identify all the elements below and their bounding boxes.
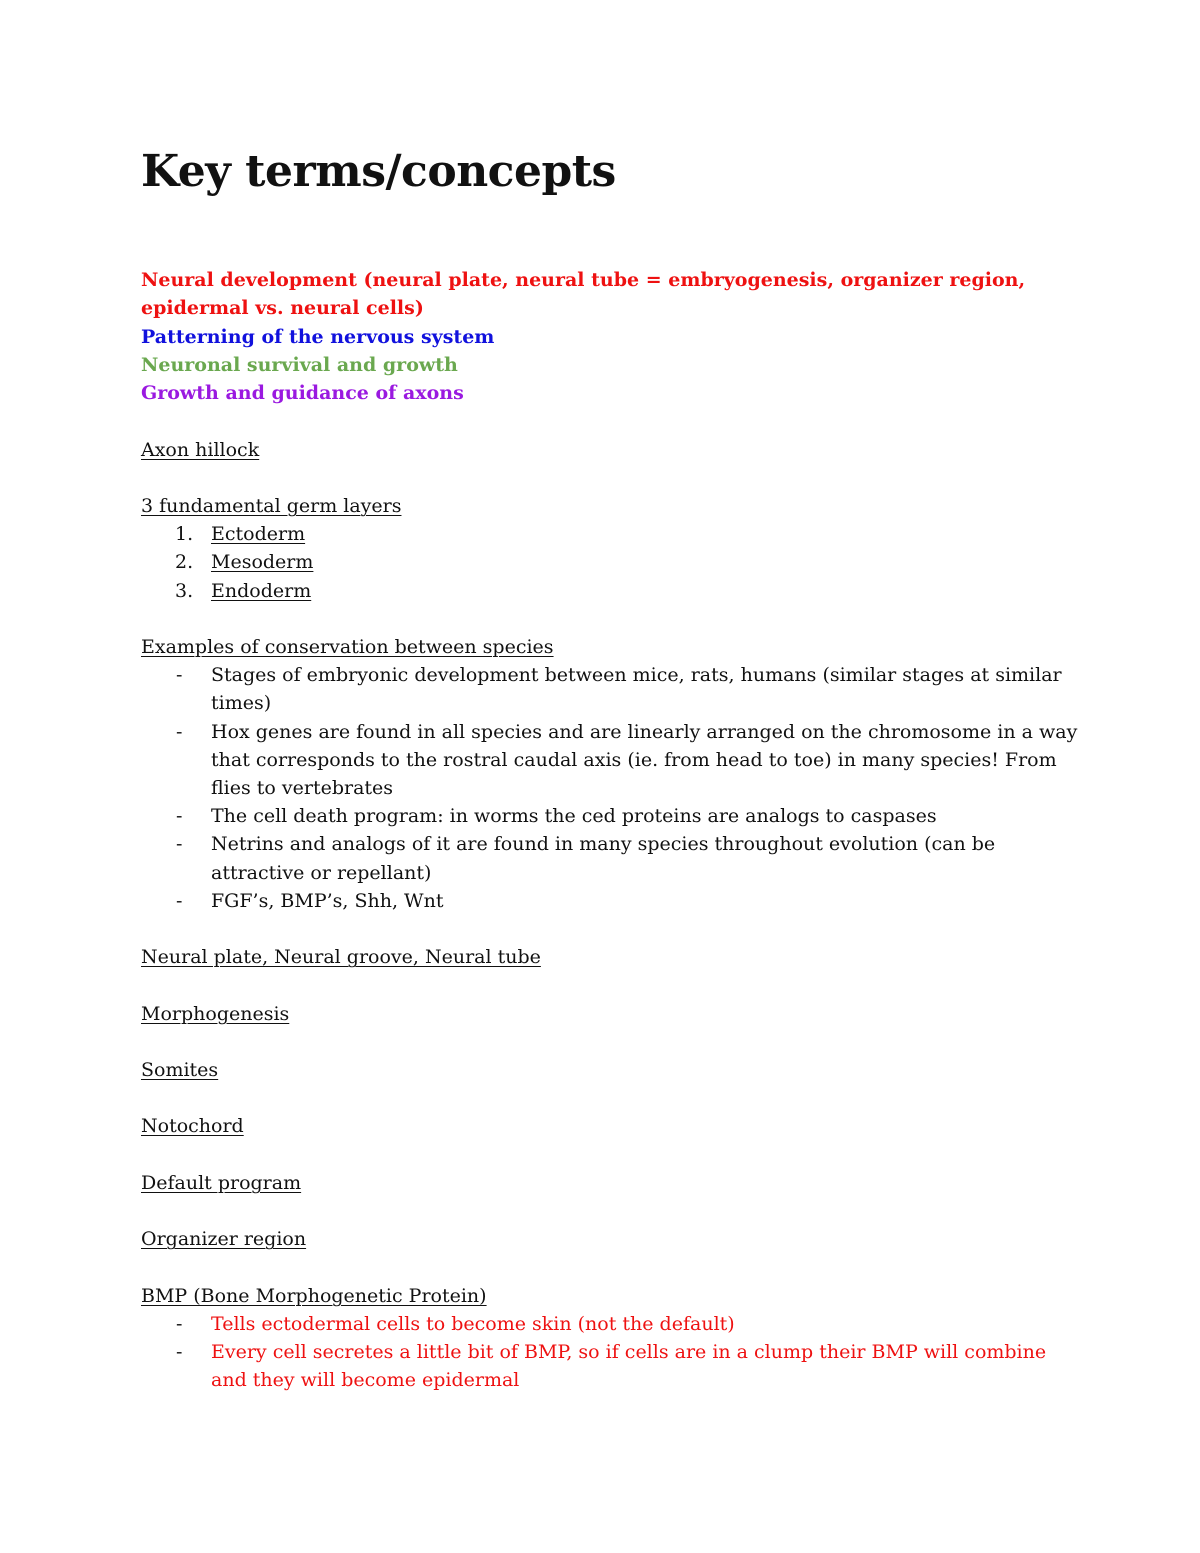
dash-marker: - (176, 1312, 183, 1335)
conservation-item: FGF’s, BMP’s, Shh, Wnt (211, 889, 444, 912)
list-number: 2. (175, 551, 194, 574)
germ-layers-heading: 3 fundamental germ layers (141, 495, 402, 518)
topic-axon-guidance: Growth and guidance of axons (141, 382, 464, 405)
list-item (141, 520, 1081, 548)
term-default-program: Default program (141, 1171, 302, 1194)
bmp-item: Tells ectodermal cells to become skin (not the default) (211, 1312, 735, 1335)
germ-layer-label: Mesoderm (211, 551, 314, 574)
term-notochord: Notochord (141, 1115, 244, 1138)
topic-neural-development: Neural development (neural plate, neural tube = embryogenesis, organizer region, epidermal vs. neural cells) (141, 269, 1026, 320)
topic-neuronal-survival: Neuronal survival and growth (141, 353, 458, 376)
germ-layer-label: Endoderm (211, 579, 312, 602)
list-item (141, 802, 1081, 830)
bmp-heading: BMP (Bone Morphogenetic Protein) (141, 1284, 487, 1307)
term-morphogenesis: Morphogenesis (141, 1002, 290, 1025)
list-number: 3. (175, 579, 194, 602)
conservation-heading: Examples of conservation between species (141, 636, 554, 659)
bmp-item: Every cell secretes a little bit of BMP, so if cells are in a clump their BMP will combine and they will become epidermal (211, 1341, 1047, 1392)
term-axon-hillock: Axon hillock (141, 438, 260, 461)
dash-marker: - (176, 720, 183, 743)
list-item (141, 887, 1081, 915)
term-neural-stages: Neural plate, Neural groove, Neural tube (141, 946, 541, 969)
list-item (141, 1338, 1081, 1394)
document-content (141, 140, 1081, 1394)
conservation-list (141, 661, 1081, 915)
conservation-item: Stages of embryonic development between mice, rats, humans (similar stages at similar times) (211, 664, 1062, 715)
dash-marker: - (176, 889, 183, 912)
list-number: 1. (175, 523, 194, 546)
list-item (141, 577, 1081, 605)
list-item (141, 661, 1081, 717)
dash-marker: - (176, 1341, 183, 1364)
conservation-item: Hox genes are found in all species and are linearly arranged on the chromosome in a way that corresponds to the rostral caudal axis (ie. from head to toe) in many species! From flies to vertebrates (211, 720, 1078, 800)
topic-patterning: Patterning of the nervous system (141, 325, 495, 348)
conservation-item: The cell death program: in worms the ced proteins are analogs to caspases (211, 805, 937, 828)
germ-layer-label: Ectoderm (211, 523, 306, 546)
dash-marker: - (176, 805, 183, 828)
list-item (141, 830, 1081, 886)
germ-layers-list (141, 520, 1081, 605)
dash-marker: - (176, 664, 183, 687)
list-item (141, 718, 1081, 803)
term-somites: Somites (141, 1059, 219, 1082)
term-organizer-region: Organizer region (141, 1228, 307, 1251)
bmp-list (141, 1310, 1081, 1395)
page-title: Key terms/concepts (141, 146, 616, 197)
list-item (141, 548, 1081, 576)
list-item (141, 1310, 1081, 1338)
dash-marker: - (176, 833, 183, 856)
conservation-item: Netrins and analogs of it are found in many species throughout evolution (can be attractive or repellant) (211, 833, 996, 884)
